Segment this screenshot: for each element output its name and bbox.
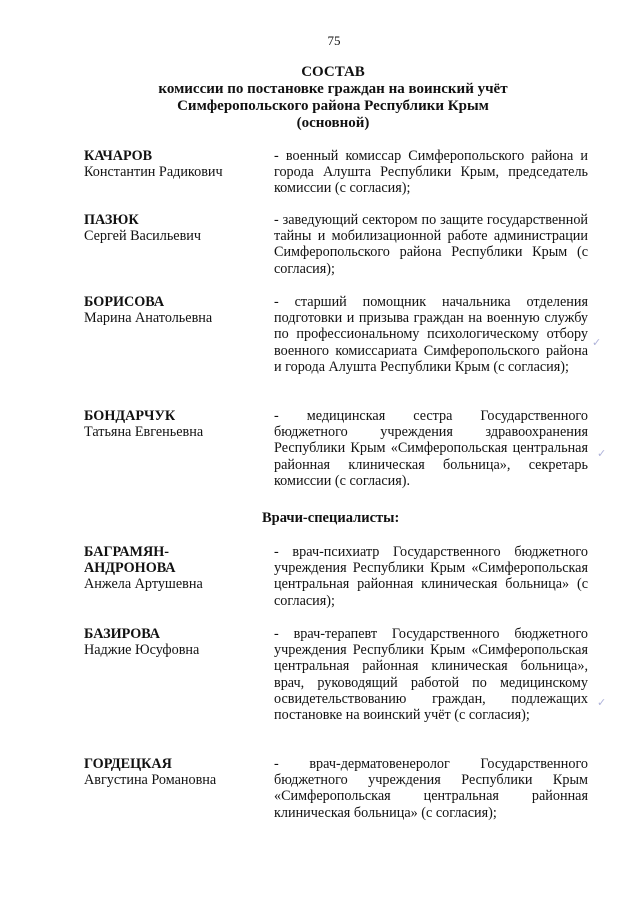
specialist-entry	[84, 544, 592, 609]
specialist-entry	[84, 626, 592, 723]
specialist-given-name: Анжела Артушевна	[84, 576, 203, 593]
member-entry	[84, 148, 592, 197]
member-surname: ПАЗЮК	[84, 212, 139, 228]
member-given-name: Татьяна Евгеньевна	[84, 424, 204, 441]
title-line-2: комиссии по постановке граждан на воинский учёт	[158, 81, 508, 97]
specialist-name	[84, 544, 254, 609]
specialists-heading: Врачи-специалисты:	[262, 510, 400, 526]
specialist-name	[84, 756, 274, 821]
specialist-role: - врач-психиатр Государственного бюджетного учреждения Республики Крым «Симферопольская центральная районная клиническая больница» (с согласия);	[274, 544, 588, 609]
specialist-surname: БАГРАМЯН-АНДРОНОВА	[84, 544, 176, 577]
specialist-role: - врач-терапевт Государственного бюджетного учреждения Республики Крым «Симферопольская центральная районная клиническая больница», врач, руководящий работой по медицинскому освидетельствованию граждан, подлежащих постановке на воинский учёт (с согласия);	[274, 626, 588, 724]
title-line-3: Симферопольского района Республики Крым	[177, 98, 489, 114]
member-role: - старший помощник начальника отделения подготовки и призыва граждан на военную службу по профессиональному психологическому отбору военного комиссариата Симферопольского района и города Алушта Республики Крым (с согласия);	[274, 294, 588, 375]
page-number: 75	[327, 33, 341, 48]
member-role: - заведующий сектором по защите государственной тайны и мобилизационной работе администрации Симферопольского района Республики Крым (с согласия);	[274, 212, 588, 277]
check-mark-icon: ✓	[592, 336, 602, 349]
specialist-surname: ГОРДЕЦКАЯ	[84, 756, 172, 772]
document-title	[0, 64, 640, 132]
member-name	[84, 294, 274, 375]
member-name	[84, 212, 274, 277]
member-name	[84, 148, 274, 197]
member-surname: КАЧАРОВ	[84, 148, 153, 164]
specialist-entry	[84, 756, 592, 821]
member-surname: БОРИСОВА	[84, 294, 165, 310]
member-name	[84, 408, 274, 489]
member-surname: БОНДАРЧУК	[84, 408, 176, 424]
member-given-name: Марина Анатольевна	[84, 310, 213, 327]
member-given-name: Константин Радикович	[84, 164, 223, 181]
specialist-surname: БАЗИРОВА	[84, 626, 161, 642]
member-entry	[84, 294, 592, 375]
member-role: - медицинская сестра Государственного бюджетного учреждения здравоохранения Республики Крым «Симферопольская центральная районная клиническая больница», секретарь комиссии (с согласия).	[274, 408, 588, 489]
specialist-given-name: Наджие Юсуфовна	[84, 642, 200, 659]
specialist-role: - врач-дерматовенеролог Государственного бюджетного учреждения Республики Крым «Симферопольская центральная районная клиническая больница» (с согласия);	[274, 756, 588, 821]
member-entry	[84, 408, 592, 489]
member-given-name: Сергей Васильевич	[84, 228, 202, 245]
specialist-given-name: Августина Романовна	[84, 772, 217, 789]
member-entry	[84, 212, 592, 277]
member-role: - военный комиссар Симферопольского района и города Алушта Республики Крым, председатель комиссии (с согласия);	[274, 148, 588, 197]
specialist-name	[84, 626, 274, 723]
title-line-1: СОСТАВ	[301, 64, 365, 80]
title-line-4: (основной)	[296, 115, 370, 131]
check-mark-icon: ✓	[597, 696, 607, 709]
check-mark-icon: ✓	[597, 447, 607, 460]
